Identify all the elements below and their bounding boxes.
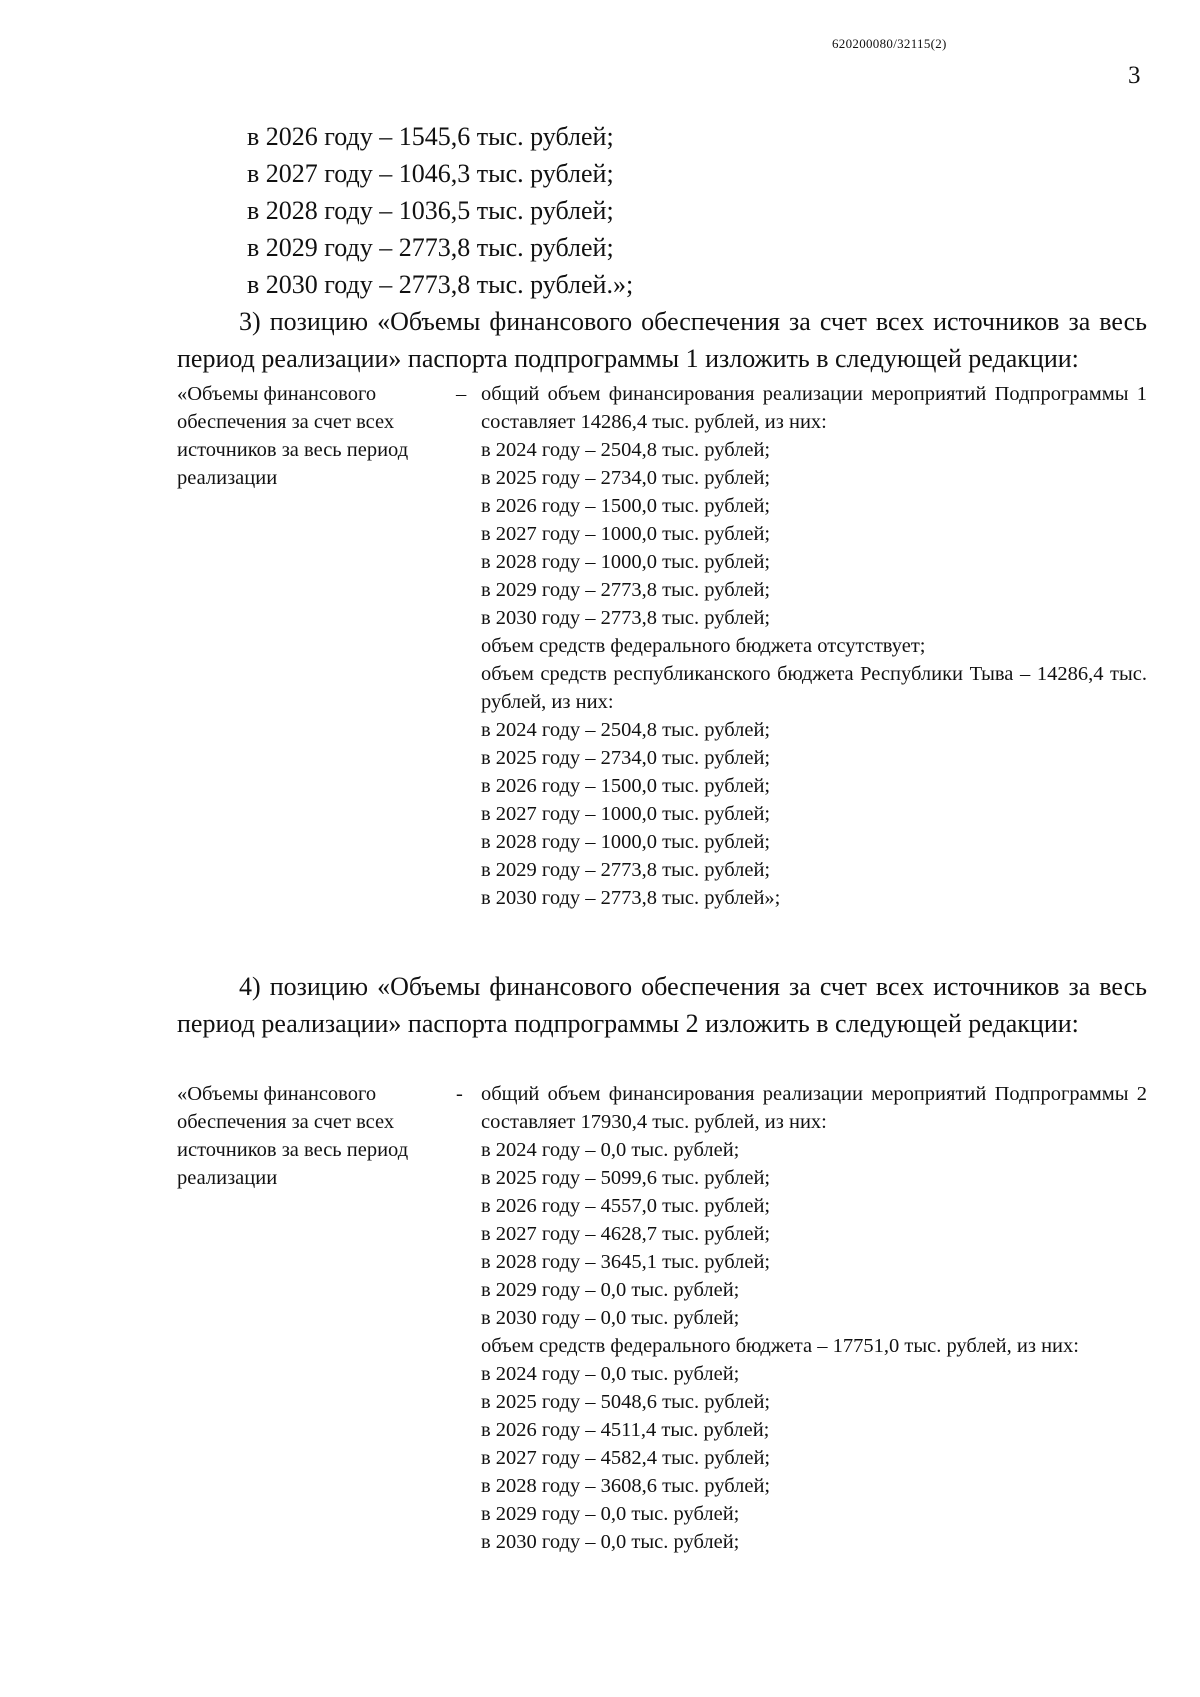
- list-item: в 2024 году – 0,0 тыс. рублей;: [481, 1363, 740, 1385]
- item-4-text: 4) позицию «Объемы финансового обеспечения за счет всех источников за весь период реализации» паспорта подпрограммы 2 изложить в следующей редакции:: [177, 972, 1147, 1038]
- republic-budget: объем средств республиканского бюджета Республики Тыва – 14286,4 тыс. рублей, из них:: [481, 663, 1147, 713]
- list-item: в 2030 году – 0,0 тыс. рублей;: [481, 1531, 740, 1553]
- list-item: в 2029 году – 2773,8 тыс. рублей;: [247, 233, 614, 262]
- list-item: в 2027 году – 4628,7 тыс. рублей;: [481, 1223, 771, 1245]
- list-item: в 2027 году – 1046,3 тыс. рублей;: [247, 159, 614, 188]
- list-item: в 2028 году – 3645,1 тыс. рублей;: [481, 1251, 771, 1273]
- list-item: в 2026 году – 4557,0 тыс. рублей;: [481, 1195, 771, 1217]
- passport-label: «Объемы финансового обеспечения за счет всех источников за весь период реализации: [177, 1083, 409, 1189]
- list-item: в 2028 году – 1000,0 тыс. рублей;: [481, 831, 771, 853]
- list-item: в 2030 году – 2773,8 тыс. рублей»;: [481, 887, 781, 909]
- list-item: в 2027 году – 4582,4 тыс. рублей;: [481, 1447, 771, 1469]
- item-3-paragraph: [177, 303, 1147, 377]
- federal-budget: объем средств федерального бюджета – 17751,0 тыс. рублей, из них:: [481, 1335, 1079, 1357]
- document-number: 620200080/32115(2): [832, 36, 947, 51]
- list-item: в 2027 году – 1000,0 тыс. рублей;: [481, 523, 771, 545]
- continued-year-list: [247, 118, 633, 303]
- passport-dash: -: [456, 1083, 463, 1105]
- list-item: в 2028 году – 3608,6 тыс. рублей;: [481, 1475, 771, 1497]
- list-item: в 2025 году – 2734,0 тыс. рублей;: [481, 747, 771, 769]
- total-funding: общий объем финансирования реализации мероприятий Подпрограммы 2 составляет 17930,4 тыс. рублей, из них:: [481, 1083, 1147, 1133]
- list-item: в 2027 году – 1000,0 тыс. рублей;: [481, 803, 771, 825]
- passport-label: «Объемы финансового обеспечения за счет всех источников за весь период реализации: [177, 383, 409, 489]
- list-item: в 2028 году – 1036,5 тыс. рублей;: [247, 196, 614, 225]
- list-item: в 2024 году – 2504,8 тыс. рублей;: [481, 719, 771, 741]
- list-item: в 2026 году – 4511,4 тыс. рублей;: [481, 1419, 770, 1441]
- list-item: в 2025 году – 5099,6 тыс. рублей;: [481, 1167, 771, 1189]
- passport-content: [481, 380, 1147, 912]
- item-3-text: 3) позицию «Объемы финансового обеспечения за счет всех источников за весь период реализации» паспорта подпрограммы 1 изложить в следующей редакции:: [177, 307, 1147, 373]
- list-item: в 2029 году – 2773,8 тыс. рублей;: [481, 859, 771, 881]
- list-item: в 2030 году – 0,0 тыс. рублей;: [481, 1307, 740, 1329]
- list-item: в 2030 году – 2773,8 тыс. рублей;: [481, 607, 771, 629]
- page-number: 3: [1128, 62, 1141, 89]
- list-item: в 2028 году – 1000,0 тыс. рублей;: [481, 551, 771, 573]
- list-item: в 2029 году – 0,0 тыс. рублей;: [481, 1503, 740, 1525]
- item-4-paragraph: [177, 968, 1147, 1042]
- list-item: в 2026 году – 1500,0 тыс. рублей;: [481, 775, 771, 797]
- list-item: в 2026 году – 1500,0 тыс. рублей;: [481, 495, 771, 517]
- list-item: в 2026 году – 1545,6 тыс. рублей;: [247, 122, 614, 151]
- list-item: в 2025 году – 5048,6 тыс. рублей;: [481, 1391, 771, 1413]
- list-item: в 2024 году – 0,0 тыс. рублей;: [481, 1139, 740, 1161]
- list-item: в 2029 году – 2773,8 тыс. рублей;: [481, 579, 771, 601]
- list-item: в 2029 году – 0,0 тыс. рублей;: [481, 1279, 740, 1301]
- list-item: в 2030 году – 2773,8 тыс. рублей.»;: [247, 270, 634, 299]
- passport-dash: –: [456, 383, 467, 405]
- total-funding: общий объем финансирования реализации мероприятий Подпрограммы 1 составляет 14286,4 тыс. рублей, из них:: [481, 383, 1147, 433]
- list-item: в 2025 году – 2734,0 тыс. рублей;: [481, 467, 771, 489]
- federal-budget: объем средств федерального бюджета отсутствует;: [481, 635, 926, 657]
- passport-content: [481, 1080, 1147, 1556]
- list-item: в 2024 году – 2504,8 тыс. рублей;: [481, 439, 771, 461]
